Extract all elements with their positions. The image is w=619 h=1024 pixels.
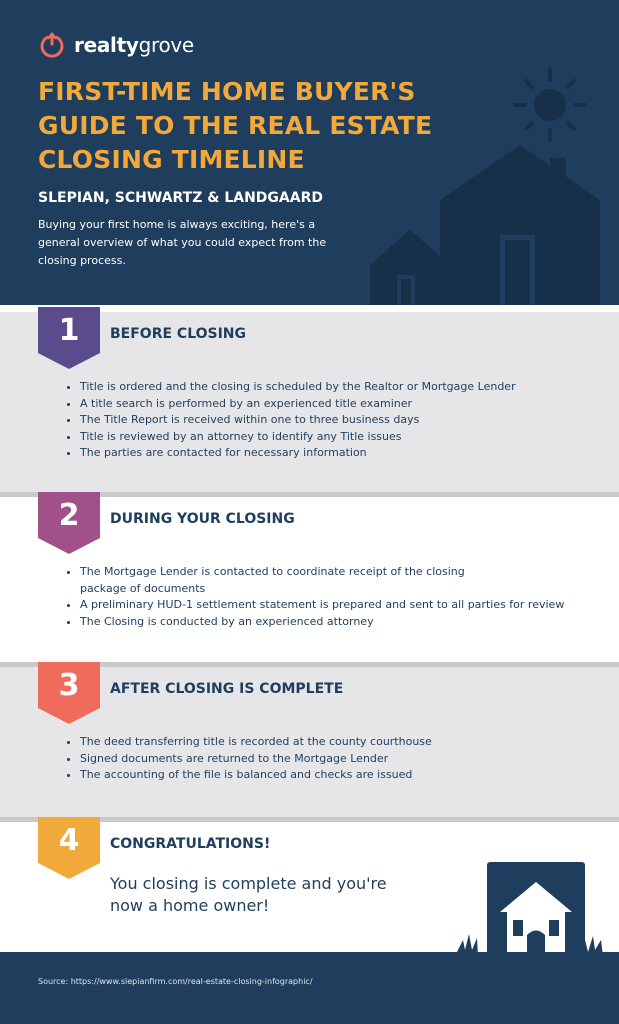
sun-icon (515, 70, 585, 140)
step-badge (38, 662, 100, 724)
list-item: • The deed transferring title is recorded at the county courthouse (80, 734, 580, 751)
home-owner-house-icon (455, 860, 605, 956)
step-before-closing (0, 312, 619, 492)
list-item: • Title is reviewed by an attorney to identify any Title issues (80, 429, 580, 446)
list-item: • The Mortgage Lender is contacted to coordinate receipt of the closing package of documents (80, 564, 480, 597)
list-item: • The Title Report is received within one to three business days (80, 412, 580, 429)
step-title: CONGRATULATIONS! (110, 836, 271, 852)
list-item: • The accounting of the file is balanced and checks are issued (80, 767, 580, 784)
step-number: 4 (58, 823, 80, 858)
step-congratulations (0, 822, 619, 952)
source-link[interactable]: Source: https://www.slepianfirm.com/real-estate-closing-infographic/ (38, 977, 313, 986)
step-number: 3 (58, 668, 80, 703)
step-bullet-list (80, 734, 580, 784)
step-bullet-list (80, 379, 580, 462)
footer (0, 952, 619, 1024)
power-logo-icon (38, 31, 66, 59)
step-title: AFTER CLOSING IS COMPLETE (110, 681, 344, 697)
step-number: 1 (58, 313, 80, 348)
step-title: BEFORE CLOSING (110, 326, 247, 342)
page-title: FIRST-TIME HOME BUYER'S GUIDE TO THE REAL ESTATE CLOSING TIMELINE (38, 77, 433, 174)
house-silhouette-icon (360, 60, 619, 305)
step-number: 2 (58, 498, 80, 533)
intro-text: Buying your first home is always exciting, here's a general overview of what you could expect from the closing process. (38, 218, 327, 267)
page-subtitle: SLEPIAN, SCHWARTZ & LANDGAARD (38, 190, 323, 206)
brand-name: realtygrove (74, 33, 194, 57)
step-badge (38, 307, 100, 369)
brand-logo[interactable] (38, 31, 194, 59)
list-item: • A preliminary HUD-1 settlement statement is prepared and sent to all parties for review (80, 597, 590, 614)
header (0, 0, 619, 305)
step-after-closing (0, 667, 619, 817)
step-title: DURING YOUR CLOSING (110, 511, 295, 527)
step-bullet-list (80, 564, 590, 630)
congrats-message: You closing is complete and you're now a home owner! (110, 874, 387, 915)
step-badge (38, 492, 100, 554)
step-during-closing (0, 497, 619, 662)
list-item: • The parties are contacted for necessary information (80, 445, 580, 462)
list-item: • A title search is performed by an experienced title examiner (80, 396, 580, 413)
step-badge (38, 817, 100, 879)
list-item: • Title is ordered and the closing is scheduled by the Realtor or Mortgage Lender (80, 379, 580, 396)
list-item: • The Closing is conducted by an experienced attorney (80, 614, 590, 631)
list-item: • Signed documents are returned to the Mortgage Lender (80, 751, 580, 768)
